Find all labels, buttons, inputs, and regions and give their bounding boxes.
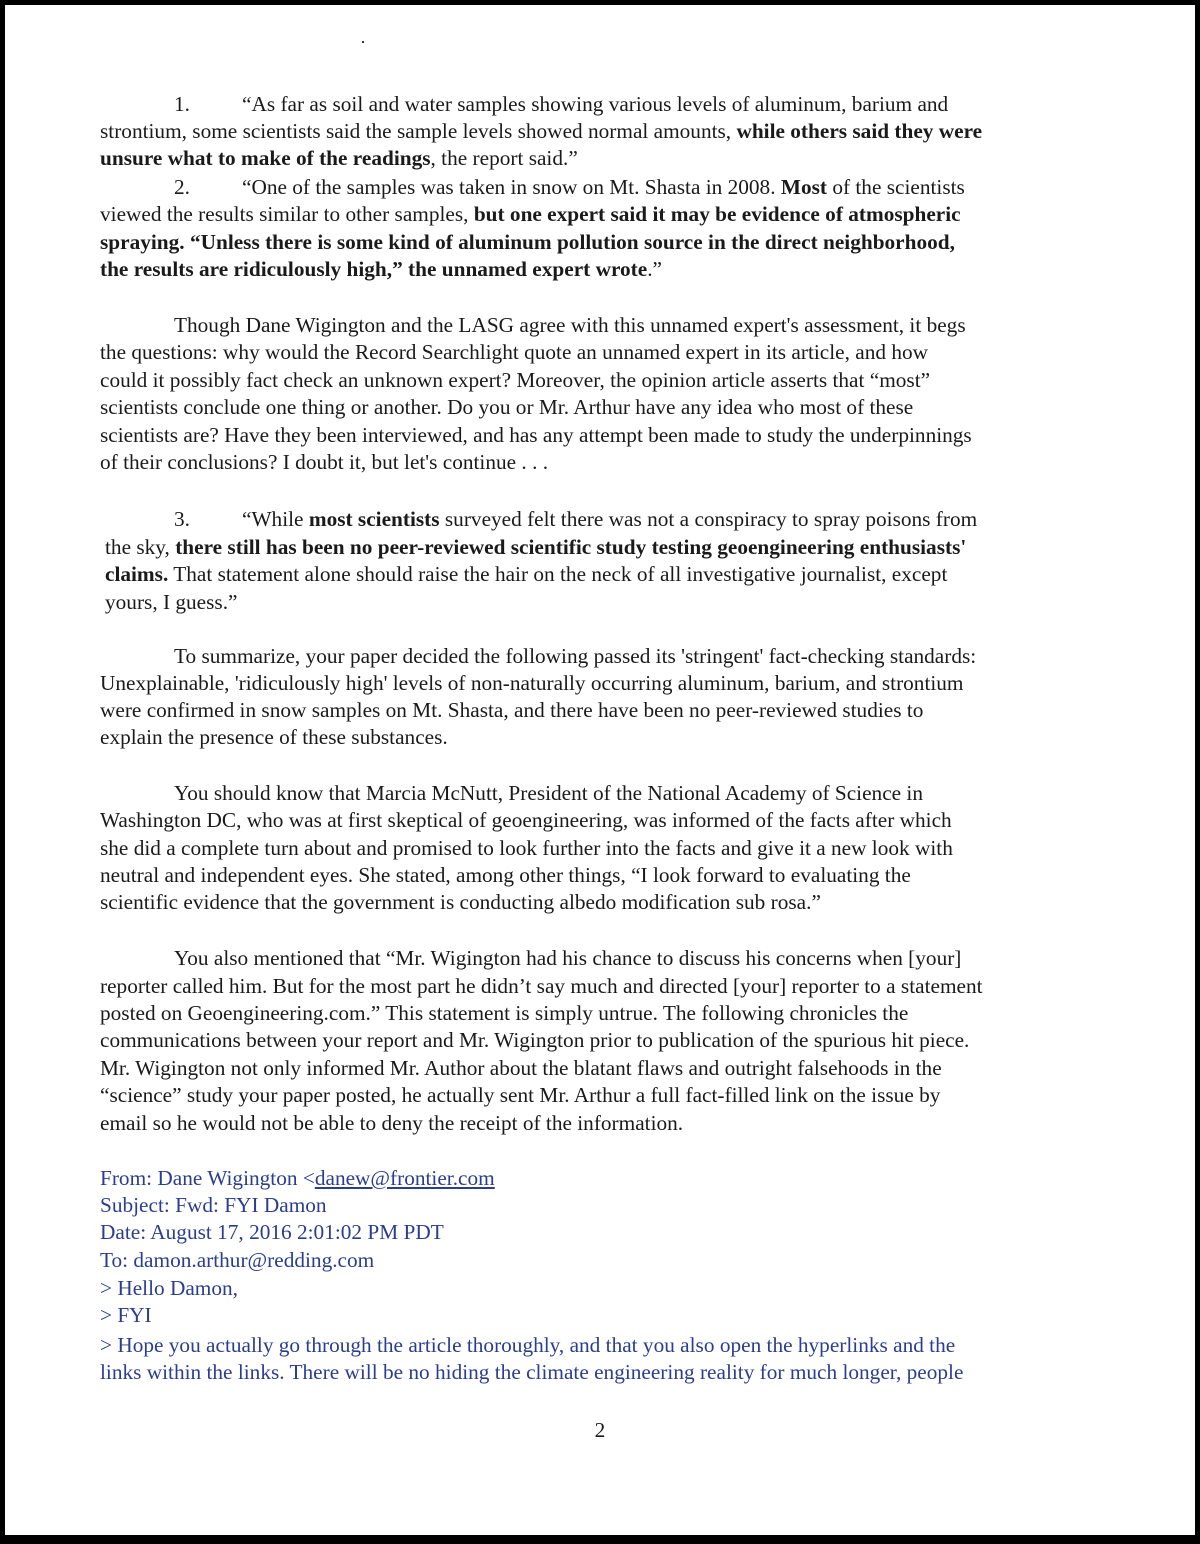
item-number: 3. <box>174 507 190 531</box>
item3-line <box>242 506 977 533</box>
item2-line <box>100 229 955 256</box>
scan-speck <box>362 41 364 43</box>
paragraph-line: scientists conclude one thing or another. Do you or Mr. Arthur have any idea who most of these <box>100 395 914 419</box>
item3-line <box>105 534 966 561</box>
email-from-link[interactable]: danew@frontier.com <box>314 1166 495 1190</box>
paragraph-line: Unexplainable, 'ridiculously high' levels of non-naturally occurring aluminum, barium, and strontium <box>100 671 964 695</box>
email-from-label: From: Dane Wigington < <box>100 1166 315 1190</box>
item3-line <box>105 589 238 616</box>
email-body-line: > FYI <box>100 1303 152 1327</box>
text-segment: strontium, some scientists said the sample levels showed normal amounts, <box>100 119 737 143</box>
paragraph-line: You also mentioned that “Mr. Wigington had his chance to discuss his concerns when [your] <box>174 946 962 970</box>
item2-line <box>100 201 961 228</box>
text-segment: .” <box>647 257 662 281</box>
text-segment: surveyed felt there was not a conspiracy to spray poisons from <box>439 507 978 531</box>
item2-line <box>242 174 965 201</box>
bold-text: claims. <box>105 562 169 586</box>
item-number: 2. <box>174 175 190 199</box>
paragraph-line: scientists are? Have they been interviewed, and has any attempt been made to study the underpinnings <box>100 423 972 447</box>
paragraph-line: were confirmed in snow samples on Mt. Shasta, and there have been no peer-reviewed studies to <box>100 698 924 722</box>
paragraph-line: Washington DC, who was at first skeptical of geoengineering, was informed of the facts after which <box>100 808 952 832</box>
paragraph-line: You should know that Marcia McNutt, President of the National Academy of Science in <box>174 781 923 805</box>
paragraph-line: scientific evidence that the government is conducting albedo modification sub rosa.” <box>100 890 821 914</box>
paragraph-line: email so he would not be able to deny the receipt of the information. <box>100 1111 684 1135</box>
text-segment: “While <box>242 507 309 531</box>
text-segment: yours, I guess.” <box>105 590 238 614</box>
item-number: 1. <box>174 92 190 116</box>
text-segment: the sky, <box>105 535 176 559</box>
bold-text: Most <box>780 175 827 199</box>
item2-line <box>100 256 662 283</box>
bold-text: most scientists <box>308 507 440 531</box>
text-segment: “One of the samples was taken in snow on Mt. Shasta in 2008. <box>242 175 781 199</box>
item1-line <box>100 118 982 145</box>
bold-text: but one expert said it may be evidence of atmospheric <box>473 202 961 226</box>
bold-text: spraying. “Unless there is some kind of aluminum pollution source in the direct neighborhood, <box>100 230 955 254</box>
paragraph-line: Mr. Wigington not only informed Mr. Author about the blatant flaws and outright falsehoods in the <box>100 1056 942 1080</box>
bold-text: the results are ridiculously high,” the unnamed expert wrote <box>100 257 648 281</box>
text-segment: of the scientists <box>827 175 965 199</box>
paragraph-line: explain the presence of these substances. <box>100 725 448 749</box>
email-body-line: links within the links. There will be no hiding the climate engineering reality for much longer, people <box>100 1360 964 1384</box>
email-date: Date: August 17, 2016 2:01:02 PM PDT <box>100 1220 444 1244</box>
paragraph-line: “science” study your paper posted, he actually sent Mr. Arthur a full fact-filled link on the issue by <box>100 1083 941 1107</box>
text-segment: That statement alone should raise the hair on the neck of all investigative journalist, except <box>168 562 948 586</box>
page-number: 2 <box>594 1418 606 1442</box>
paragraph-line: communications between your report and Mr. Wigington prior to publication of the spurious hit piece. <box>100 1028 970 1052</box>
email-body-line: > Hello Damon, <box>100 1276 238 1300</box>
email-to: To: damon.arthur@redding.com <box>100 1248 375 1272</box>
item1-line <box>242 91 948 118</box>
text-segment: viewed the results similar to other samples, <box>100 202 474 226</box>
item1-line <box>100 145 578 172</box>
paragraph-line: Though Dane Wigington and the LASG agree with this unnamed expert's assessment, it begs <box>174 313 966 337</box>
paragraph-line: the questions: why would the Record Searchlight quote an unnamed expert in its article, and how <box>100 340 929 364</box>
paragraph-line: could it possibly fact check an unknown expert? Moreover, the opinion article asserts that “most” <box>100 368 931 392</box>
paragraph-line: To summarize, your paper decided the following passed its 'stringent' fact-checking standards: <box>174 644 977 668</box>
paragraph-line: of their conclusions? I doubt it, but let's continue . . . <box>100 450 549 474</box>
text-segment: “As far as soil and water samples showing various levels of aluminum, barium and <box>242 92 949 116</box>
bold-text: unsure what to make of the readings <box>100 146 431 170</box>
item3-line <box>105 561 947 588</box>
paragraph-line: reporter called him. But for the most part he didn’t say much and directed [your] reporter to a statement <box>100 974 983 998</box>
email-body-line: > Hope you actually go through the article thoroughly, and that you also open the hyperlinks and the <box>100 1333 956 1357</box>
bold-text: while others said they were <box>736 119 983 143</box>
paragraph-line: neutral and independent eyes. She stated, among other things, “I look forward to evaluating the <box>100 863 911 887</box>
email-subject: Subject: Fwd: FYI Damon <box>100 1193 327 1217</box>
paragraph-line: she did a complete turn about and promised to look further into the facts and give it a new look with <box>100 836 953 860</box>
email-from <box>100 1165 495 1192</box>
bold-text: there still has been no peer-reviewed scientific study testing geoengineering enthusiasts' <box>175 535 967 559</box>
paragraph-line: posted on Geoengineering.com.” This statement is simply untrue. The following chronicles the <box>100 1001 909 1025</box>
text-segment: , the report said.” <box>430 146 578 170</box>
